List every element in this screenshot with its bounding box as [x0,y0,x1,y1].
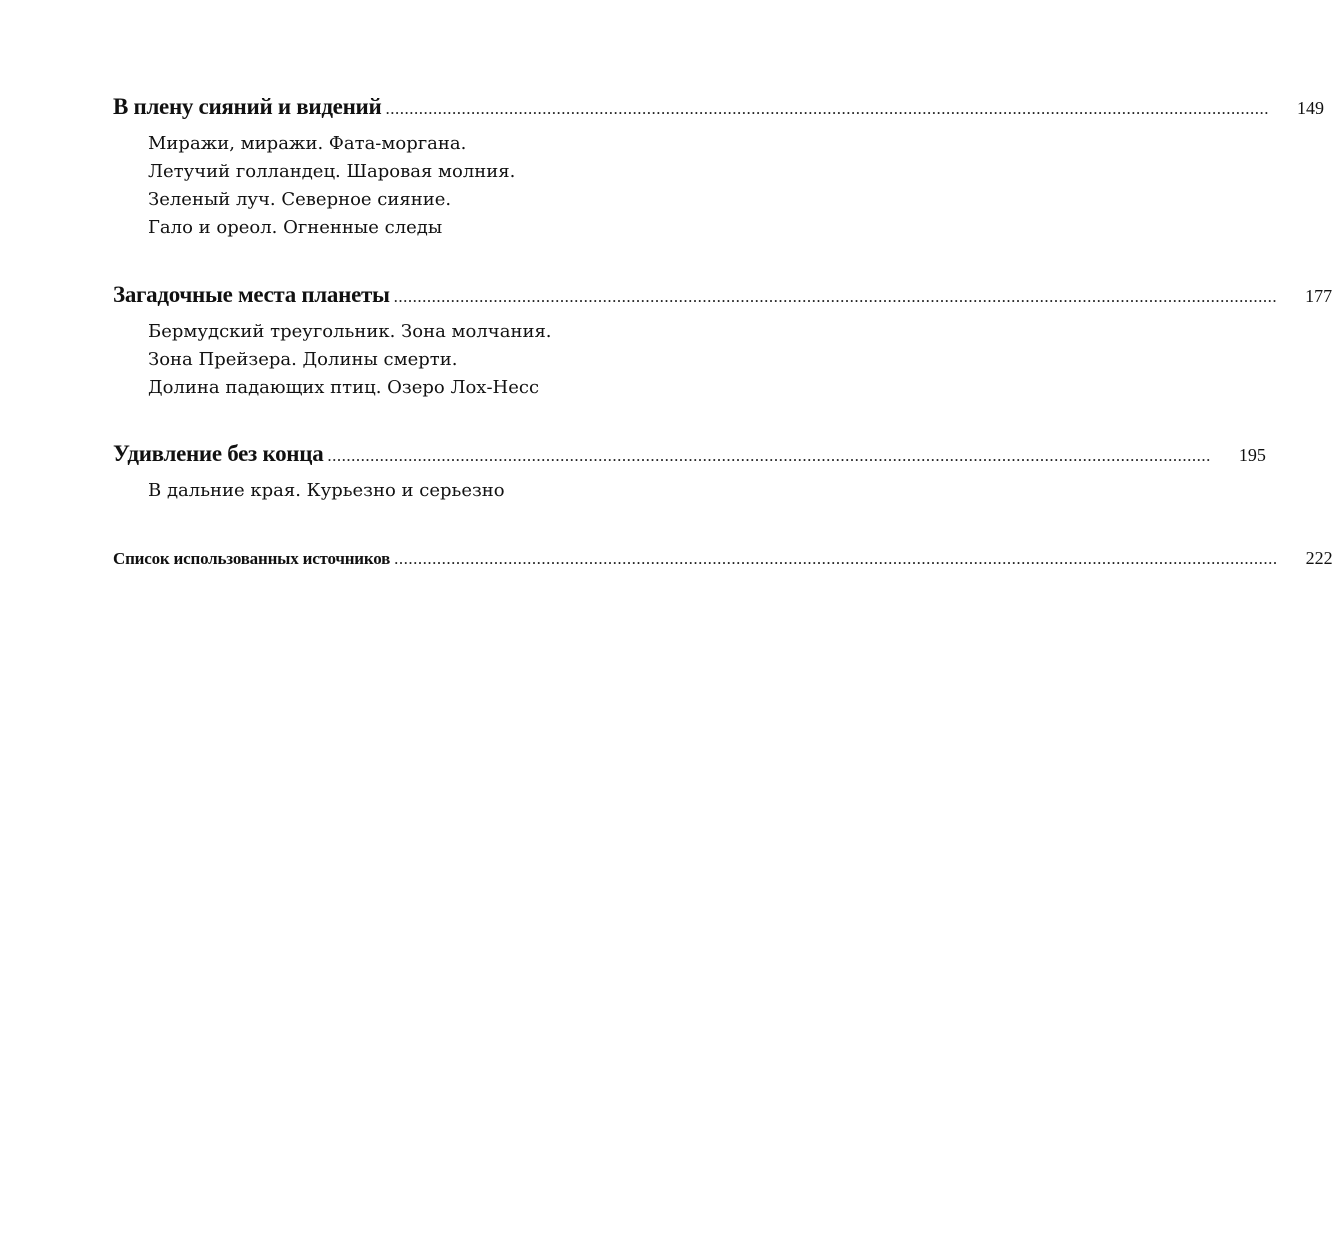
toc-heading-row[interactable] [113,541,1333,575]
toc-subitem: Зеленый луч. Северное сияние. [148,189,452,210]
toc-subitem: Миражи, миражи. Фата-моргана. [148,133,467,154]
toc-subitem: Долина падающих птиц. Озеро Лох-Несс [148,377,540,398]
toc-heading-row[interactable] [113,437,1266,471]
toc-page-number: 177 [1305,286,1333,306]
toc-subitem: Гало и ореол. Огненные следы [148,217,443,238]
toc-page-number: 195 [1238,445,1266,465]
toc-subitems [148,477,725,505]
dot-leader: .......................................................................................................................................................................................... [385,99,1269,118]
toc-heading-title: Удивление без конца [113,441,324,466]
toc-heading-row[interactable] [113,278,1333,312]
toc-heading-row[interactable] [113,90,1324,124]
table-of-contents [113,90,1333,575]
toc-subitems [148,318,725,402]
toc-page-number: 222 [1305,548,1333,568]
toc-section-2 [113,278,1333,437]
toc-subitem: В дальние края. Курьезно и серьезно [148,480,505,501]
toc-heading-title: Список использованных источников [113,549,391,568]
toc-heading-title: В плену сияний и видений [113,94,382,119]
toc-subitems [148,130,725,242]
dot-leader: .......................................................................................................................................................................................... [394,549,1278,568]
toc-heading-title: Загадочные места планеты [113,282,390,307]
dot-leader: .......................................................................................................................................................................................... [327,446,1211,465]
toc-subitem: Бермудский треугольник. Зона молчания. [148,321,552,342]
toc-section-3 [113,437,1266,541]
toc-subitem: Зона Прейзера. Долины смерти. [148,349,458,370]
toc-section-1 [113,90,1324,278]
toc-page-number: 149 [1296,98,1324,118]
toc-sources [113,541,1333,575]
dot-leader: .......................................................................................................................................................................................... [393,287,1278,306]
toc-subitem: Летучий голландец. Шаровая молния. [148,161,516,182]
